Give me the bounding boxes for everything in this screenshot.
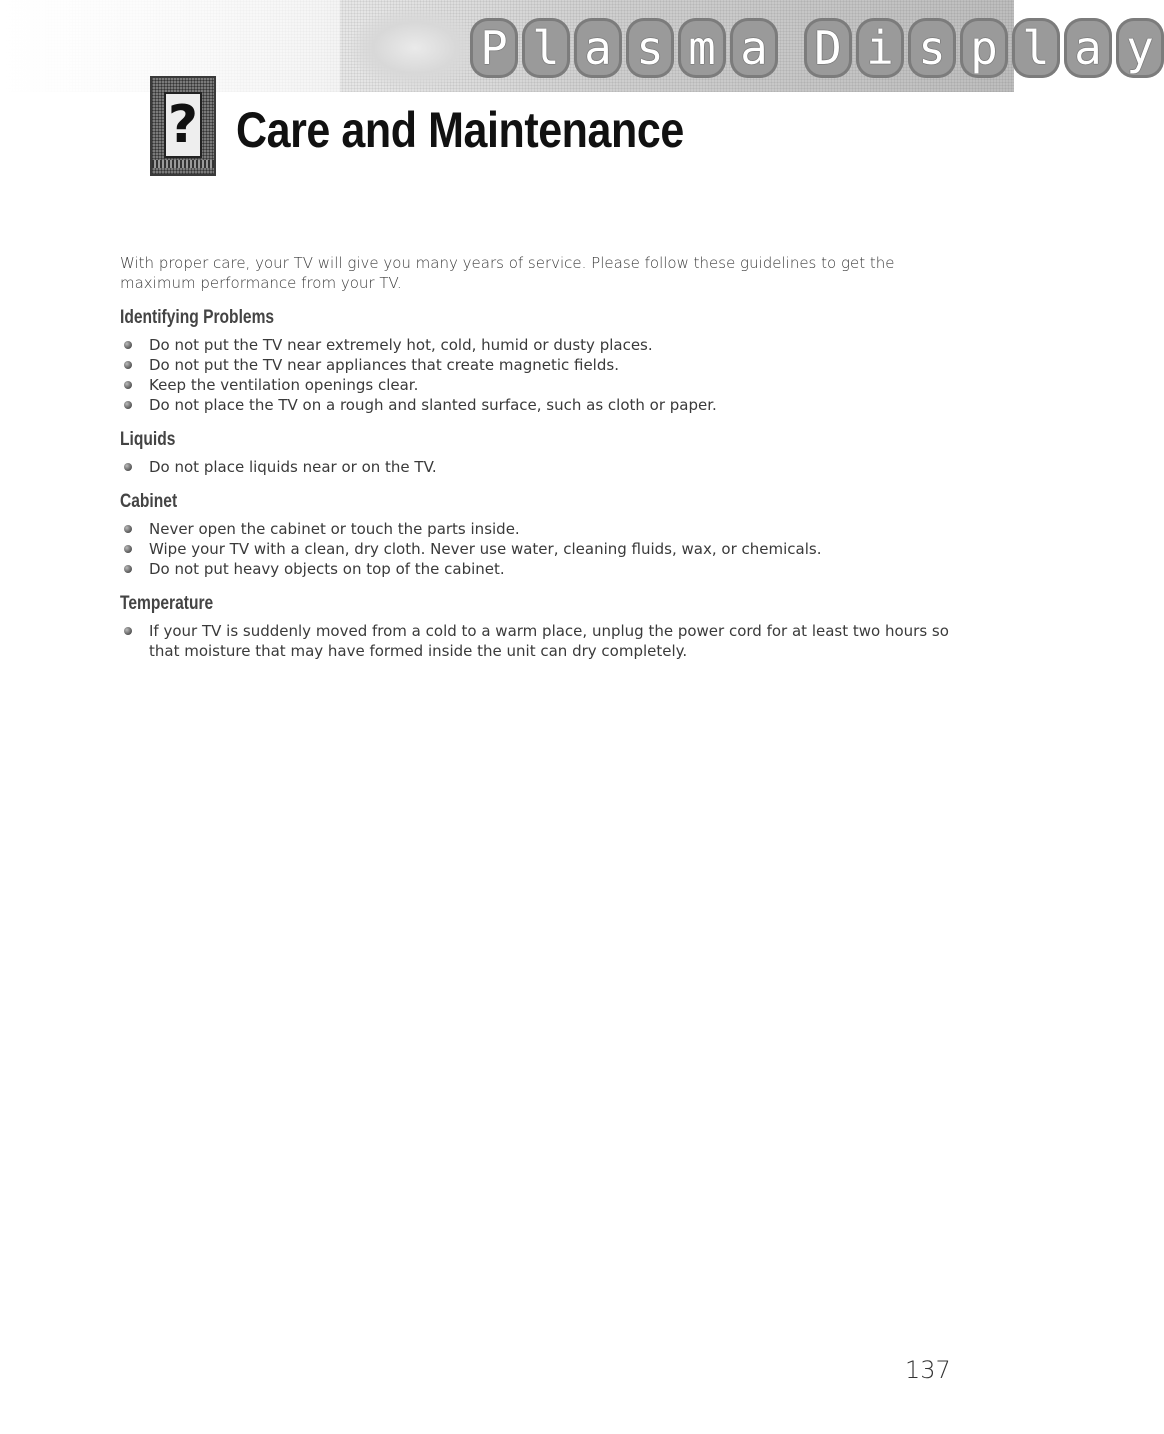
- list-item-text: Do not place liquids near or on the TV.: [149, 458, 437, 476]
- question-mark-icon: ?: [164, 92, 202, 158]
- banner-title-space: [782, 18, 800, 82]
- list-item-text: Keep the ventilation openings clear.: [149, 376, 419, 394]
- list-item: [120, 457, 950, 477]
- bullet-icon: [124, 361, 132, 369]
- section: [120, 489, 950, 579]
- banner-title-char: a: [1064, 18, 1112, 78]
- banner-title-char: a: [574, 18, 622, 78]
- section: [120, 591, 950, 661]
- bullet-icon: [124, 463, 132, 471]
- banner-title-char: s: [626, 18, 674, 78]
- banner-title-char: l: [522, 18, 570, 78]
- list-item-text: Never open the cabinet or touch the parts inside.: [149, 520, 520, 538]
- banner-title-char: s: [908, 18, 956, 78]
- banner-title-char: l: [1012, 18, 1060, 78]
- list-item: [120, 519, 950, 539]
- sections-container: [120, 305, 950, 661]
- bullet-list: [120, 457, 950, 477]
- banner-swirl-graphic: [350, 8, 480, 88]
- bullet-list: [120, 335, 950, 415]
- section-heading: Temperature: [120, 593, 214, 614]
- page-number: 137: [905, 1356, 951, 1384]
- list-item-text: If your TV is suddenly moved from a cold to a warm place, unplug the power cord for at least two hours so that moisture that may have formed inside the unit can dry completely.: [149, 622, 949, 660]
- section-heading: Identifying Problems: [120, 307, 275, 328]
- intro-paragraph: With proper care, your TV will give you many years of service. Please follow these guidelines to get the maximum performance from your TV.: [120, 254, 895, 292]
- icon-pixel-bar: [152, 160, 214, 168]
- list-item: [120, 335, 950, 355]
- banner-title-char: P: [470, 18, 518, 78]
- list-item: [120, 539, 950, 559]
- bullet-list: [120, 621, 950, 661]
- section-heading: Cabinet: [120, 491, 178, 512]
- banner-title-char: p: [960, 18, 1008, 78]
- list-item: [120, 375, 950, 395]
- bullet-icon: [124, 525, 132, 533]
- bullet-icon: [124, 627, 132, 635]
- list-item: [120, 559, 950, 579]
- list-item-text: Do not put the TV near extremely hot, cold, humid or dusty places.: [149, 336, 653, 354]
- bullet-icon: [124, 341, 132, 349]
- banner-title-char: y: [1116, 18, 1164, 78]
- list-item: [120, 621, 950, 661]
- list-item-text: Do not place the TV on a rough and slanted surface, such as cloth or paper.: [149, 396, 717, 414]
- bullet-icon: [124, 545, 132, 553]
- bullet-icon: [124, 565, 132, 573]
- banner-title-char: m: [678, 18, 726, 78]
- page-title: Care and Maintenance: [236, 102, 684, 158]
- banner-title-char: i: [856, 18, 904, 78]
- list-item-text: Do not put heavy objects on top of the cabinet.: [149, 560, 505, 578]
- banner-title-char: D: [804, 18, 852, 78]
- banner-title-char: a: [730, 18, 778, 78]
- banner-title-plasma-display: [470, 18, 1164, 82]
- main-content: [120, 253, 950, 661]
- bullet-icon: [124, 401, 132, 409]
- bullet-list: [120, 519, 950, 579]
- list-item-text: Do not put the TV near appliances that create magnetic fields.: [149, 356, 619, 374]
- help-icon: [150, 76, 216, 176]
- list-item: [120, 395, 950, 415]
- section: [120, 427, 950, 477]
- bullet-icon: [124, 381, 132, 389]
- list-item: [120, 355, 950, 375]
- section-heading: Liquids: [120, 429, 176, 450]
- section: [120, 305, 950, 415]
- list-item-text: Wipe your TV with a clean, dry cloth. Never use water, cleaning fluids, wax, or chemicals.: [149, 540, 822, 558]
